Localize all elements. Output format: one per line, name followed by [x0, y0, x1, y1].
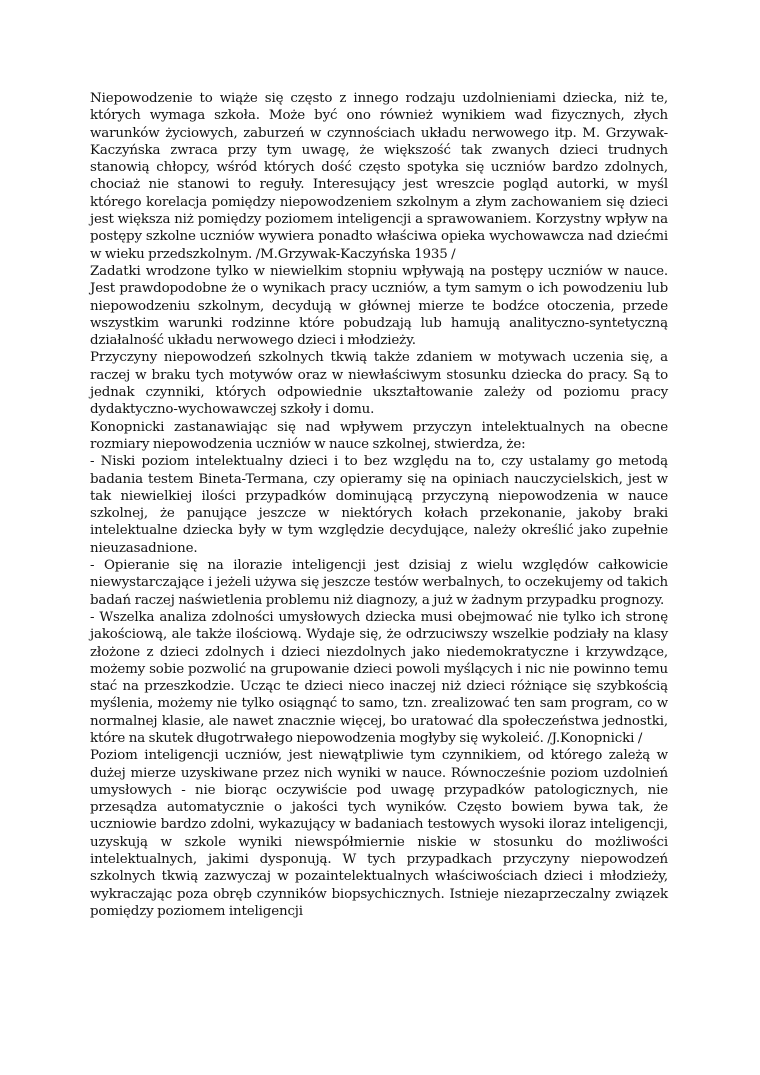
paragraph-3: Przyczyny niepowodzeń szkolnych tkwią także zdaniem w motywach uczenia się, a raczej w braku tych motywów oraz w niewłaściwym stosunku dziecka do pracy. Są to jednak czynniki, których odpowiednie ukształtowanie zależy od poziomu pracy dydaktyczno-wychowawczej szkoły i domu. [90, 350, 668, 418]
paragraph-4: Konopnicki zastanawiając się nad wpływem przyczyn intelektualnych na obecne rozmiary niepowodzenia uczniów w nauce szkolnej, stwierdza, że: [90, 419, 668, 452]
paragraph-6: - Opieranie się na ilorazie inteligencji jest dzisiaj z wielu względów całkowicie niewystarczające i jeżeli używa się jeszcze testów werbalnych, to oczekujemy od takich badań raczej naświetlenia problemu niż diagnozy, a już w żadnym przypadku prognozy. [90, 558, 668, 608]
paragraph-1: Niepowodzenie to wiąże się często z innego rodzaju uzdolnieniami dziecka, niż te, których wymaga szkoła. Może być ono również wynikiem wad fizycznych, złych warunków życiowych, zaburzeń w czynnościach układu nerwowego itp. M. Grzywak-Kaczyńska zwraca przy tym uwagę, że większość tak zwanych dzieci trudnych stanowią chłopcy, wśród których dość często spotyka się uczniów bardzo zdolnych, chociaż nie stanowi to reguły. Interesujący jest wreszcie pogląd autorki, w myśl którego korelacja pomiędzy niepowodzeniem szkolnym a złym zachowaniem się dzieci jest większa niż pomiędzy poziomem inteligencji a sprawowaniem. Korzystny wpływ na postępy szkolne uczniów wywiera ponadto właściwa opieka wychowawcza nad dziećmi w wieku przedszkolnym. /M.Grzywak-Kaczyńska 1935 / [90, 91, 668, 262]
document-page [90, 90, 668, 920]
paragraph-2: Zadatki wrodzone tylko w niewielkim stopniu wpływają na postępy uczniów w nauce. Jest prawdopodobne że o wynikach pracy uczniów, a tym samym o ich powodzeniu lub niepowodzeniu szkolnym, decydują w głównej mierze te bodźce otoczenia, przede wszystkim warunki rodzinne które pobudzają lub hamują analityczno-syntetyczną działalność układu nerwowego dzieci i młodzieży. [90, 263, 668, 349]
paragraph-8: Poziom inteligencji uczniów, jest niewątpliwie tym czynnikiem, od którego zależą w dużej mierze uzyskiwane przez nich wyniki w nauce. Równocześnie poziom uzdolnień umysłowych - nie biorąc oczywiście pod uwagę przypadków patologicznych, nie przesądza automatycznie o jakości tych wyników. Często bowiem bywa tak, że uczniowie bardzo zdolni, wykazujący w badaniach testowych wysoki iloraz inteligencji, uzyskują w szkole wyniki niewspółmiernie niskie w stosunku do możliwości intelektualnych, jakimi dysponują. W tych przypadkach przyczyny niepowodzeń szkolnych tkwią zazwyczaj w pozaintelektualnych właściwościach dzieci i młodzieży, wykraczając poza obręb czynników biopsychicznych. Istnieje niezaprzeczalny związek pomiędzy poziomem inteligencji [90, 748, 668, 919]
paragraph-5: - Niski poziom intelektualny dzieci i to bez względu na to, czy ustalamy go metodą badania testem Bineta-Termana, czy opieramy się na opiniach nauczycielskich, jest w tak niewielkiej ilości przypadków dominującą przyczyną niepowodzenia w nauce szkolnej, że panujące jeszcze w niektórych kołach przekonanie, jakoby braki intelektualne dziecka były w tym względzie decydujące, należy określić jako zupełnie nieuzasadnione. [90, 454, 668, 556]
paragraph-7: - Wszelka analiza zdolności umysłowych dziecka musi obejmować nie tylko ich stronę jakościową, ale także ilościową. Wydaje się, że odrzuciwszy wszelkie podziały na klasy złożone z dzieci zdolnych i dzieci niezdolnych jako niedemokratyczne i krzywdzące, możemy sobie pozwolić na grupowanie dzieci powoli myślących i nic nie powinno temu stać na przeszkodzie. Ucząc te dzieci nieco inaczej niż dzieci różniące się szybkością myślenia, możemy nie tylko osiągnąć to samo, tzn. zrealizować ten sam program, co w normalnej klasie, ale nawet znacznie więcej, bo uratować dla społeczeństwa jednostki, które na skutek długotrwałego niepowodzenia mogłyby się wykoleić. /J.Konopnicki / [90, 609, 668, 746]
